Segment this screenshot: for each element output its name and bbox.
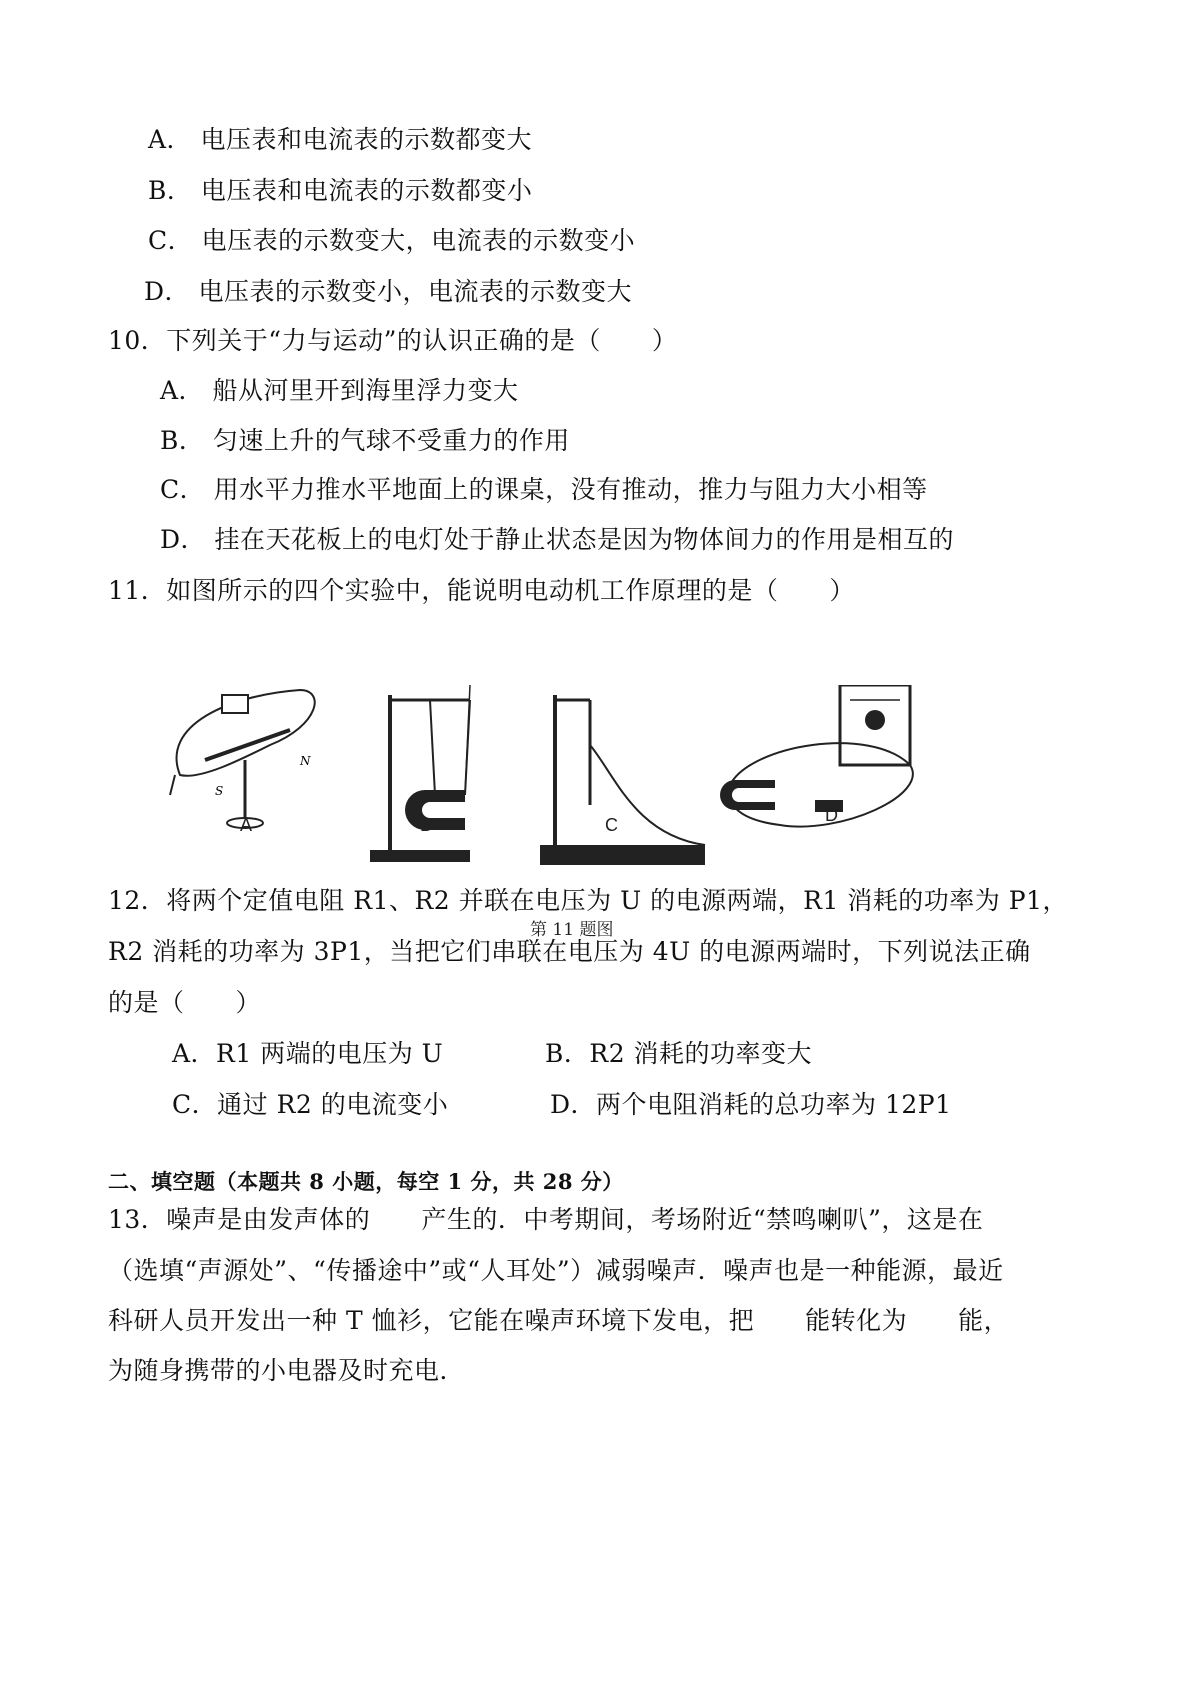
figure-a-label: A [240, 815, 253, 835]
q9-option-b: B． 电压表和电流表的示数都变小 [148, 176, 533, 205]
figure-d-label: D [825, 805, 838, 825]
q13-line-2: （选填“声源处”、“传播途中”或“人耳处”）减弱噪声．噪声也是一种能源，最近 [108, 1256, 1004, 1285]
q12-option-c: C．通过 R2 的电流变小 [172, 1090, 449, 1119]
q13-line-3: 科研人员开发出一种 T 恤衫，它能在噪声环境下发电，把 能转化为 能， [108, 1306, 1010, 1335]
figure-b-label: B [420, 815, 433, 835]
figure-c-label: C [605, 815, 618, 835]
section-2-heading: 二、填空题（本题共 8 小题，每空 1 分，共 28 分） [108, 1169, 624, 1194]
figure-b-stand-magnet [370, 685, 550, 885]
figure-caption: 第 11 题图 [530, 920, 614, 940]
q12-option-d: D．两个电阻消耗的总功率为 12P1 [550, 1090, 952, 1119]
q10-option-b: B． 匀速上升的气球不受重力的作用 [160, 426, 570, 455]
figure-d-galvanometer [720, 685, 940, 885]
q13-line-1: 13．噪声是由发声体的 产生的．中考期间，考场附近“禁鸣喇叭”，这是在 [108, 1205, 984, 1234]
q12-option-a: A．R1 两端的电压为 U [172, 1039, 444, 1068]
q9-option-c: C． 电压表的示数变大，电流表的示数变小 [148, 226, 636, 255]
q10-stem: 10．下列关于“力与运动”的认识正确的是（ ） [108, 326, 678, 355]
q13-line-4: 为随身携带的小电器及时充电． [108, 1356, 466, 1385]
q10-option-d: D． 挂在天花板上的电灯处于静止状态是因为物体间力的作用是相互的 [160, 525, 954, 554]
svg-text:S: S [215, 784, 224, 798]
q9-option-d: D． 电压表的示数变小，电流表的示数变大 [144, 277, 632, 306]
q9-option-a: A． 电压表和电流表的示数都变大 [148, 125, 533, 154]
q12-line-1: 12．将两个定值电阻 R1、R2 并联在电压为 U 的电源两端，R1 消耗的功率为 P1， [108, 886, 1068, 915]
svg-text:N: N [300, 754, 311, 768]
q12-line-2: R2 消耗的功率为 3P1，当把它们串联在电压为 4U 的电源两端时，下列说法正确 [108, 937, 1031, 966]
figure-a-wire-compass [150, 685, 330, 885]
q12-option-b: B．R2 消耗的功率变大 [545, 1039, 813, 1068]
q10-option-c: C． 用水平力推水平地面上的课桌，没有推动，推力与阻力大小相等 [160, 475, 928, 504]
q11-stem: 11．如图所示的四个实验中，能说明电动机工作原理的是（ ） [108, 576, 855, 605]
q12-line-3: 的是（ ） [108, 988, 262, 1017]
figure-c-stand-pendulum [535, 685, 715, 885]
q10-option-a: A． 船从河里开到海里浮力变大 [160, 376, 519, 405]
